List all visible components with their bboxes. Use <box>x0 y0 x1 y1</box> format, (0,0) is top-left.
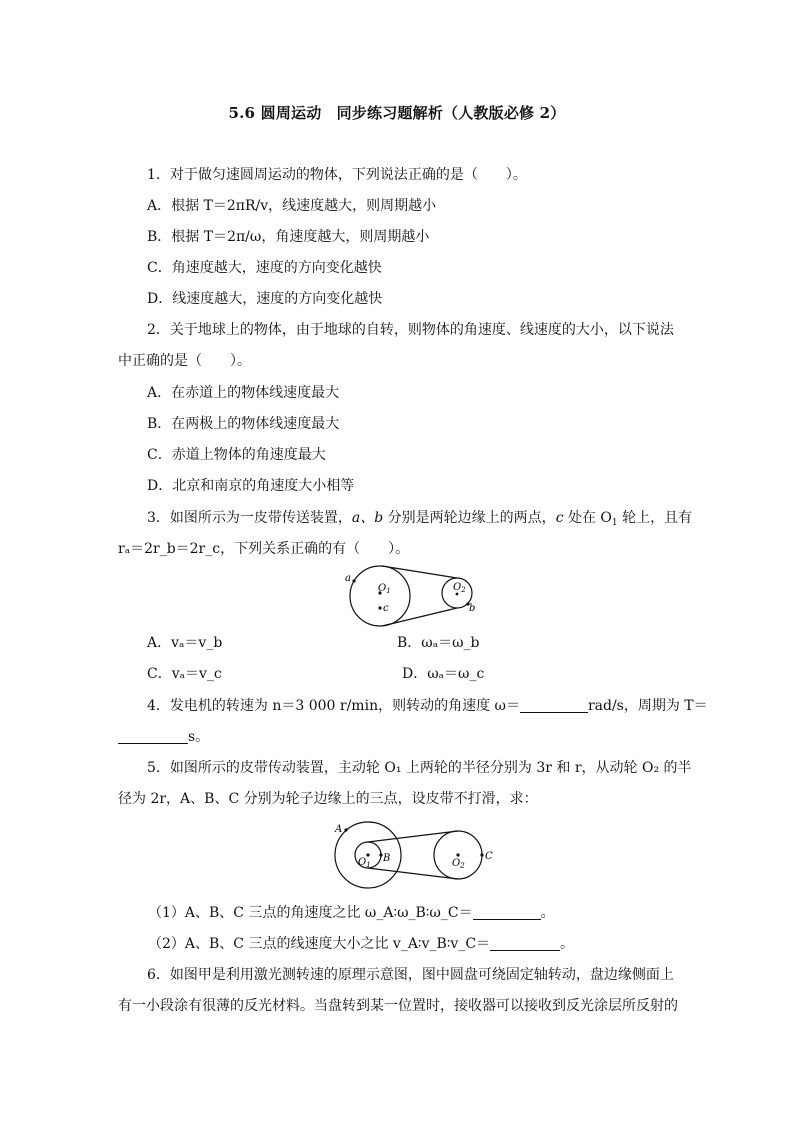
q3-belt-diagram <box>340 560 480 632</box>
q3-label-a: a <box>345 573 351 584</box>
q4-line1: 4．发电机的转速为 n＝3 000 r/min，则转动的角速度 ω＝ rad/s，周期为 T＝ <box>147 698 708 714</box>
q3-point-c-dot <box>378 606 381 609</box>
q5-sub2: （2）A、B、C 三点的线速度大小之比 v_A∶v_B∶v_C＝ 。 <box>148 936 575 952</box>
q3-option-d: D．ωₐ＝ω_c <box>402 666 485 682</box>
q4-period-blank <box>118 729 188 744</box>
q5-belt-top <box>368 831 458 842</box>
q2-stem-line2: 中正确的是（ ）。 <box>118 353 251 369</box>
q5-label-c: C <box>485 851 493 862</box>
q1-stem: 1．对于做匀速圆周运动的物体，下列说法正确的是（ ）。 <box>147 167 527 183</box>
q5-belt-diagram <box>330 818 500 892</box>
q1-option-a: A．根据 T＝2πR/v，线速度越大，则周期越小 <box>147 198 437 214</box>
q3-label-c: c <box>383 603 389 614</box>
q2-stem-line1: 2．关于地球上的物体，由于地球的自转，则物体的角速度、线速度的大小，以下说法 <box>147 322 674 338</box>
q5-point-a-dot <box>344 828 347 831</box>
q5-belt-bottom <box>368 868 458 879</box>
q5-center-o2 <box>456 853 459 856</box>
q2-option-a: A．在赤道上的物体线速度最大 <box>147 385 340 401</box>
q5-label-o1: $O_1$ <box>358 857 371 869</box>
q5-stem-line2: 径为 2r，A、B、C 分别为轮子边缘上的三点，设皮带不打滑，求： <box>118 791 538 807</box>
q1-option-b: B．根据 T＝2π/ω，角速度越大，则周期越小 <box>147 229 430 245</box>
q5-center-o1 <box>366 853 369 856</box>
q4-line2: s。 <box>118 728 209 746</box>
q3-center-o2 <box>456 593 459 596</box>
q1-option-c: C．角速度越大，速度的方向变化越快 <box>147 260 382 276</box>
q3-belt-top <box>382 566 457 578</box>
q5-sub1: （1）A、B、C 三点的角速度之比 ω_A∶ω_B∶ω_C＝ 。 <box>148 905 555 921</box>
q5-label-o2: $O_2$ <box>452 858 465 870</box>
q3-label-b: b <box>469 603 476 614</box>
q3-option-c: C．vₐ＝v_c <box>147 666 222 682</box>
q3-stem-line1: 3．如图所示为一皮带传送装置，a、b 分别是两轮边缘上的两点，c 处在 $O_1$ 轮上，且有 <box>147 510 693 528</box>
q5-point-c-dot <box>480 853 483 856</box>
q6-line2: 有一小段涂有很薄的反光材料。当盘转到某一位置时，接收器可以接收到反光涂层所反射的 <box>118 998 678 1014</box>
q3-large-pulley <box>350 566 410 626</box>
q5-stem-line1: 5．如图所示的皮带传动装置，主动轮 O₁ 上两轮的半径分别为 3r 和 r，从动轮 O₂ 的半 <box>147 760 692 776</box>
q5-linear-ratio-blank <box>490 936 560 951</box>
q3-point-a-dot <box>352 579 355 582</box>
q2-option-d: D．北京和南京的角速度大小相等 <box>147 478 355 494</box>
q3-stem-line2: rₐ＝2r_b＝2r_c，下列关系正确的有（ ）。 <box>118 541 410 557</box>
q2-option-c: C．赤道上物体的角速度最大 <box>147 447 326 463</box>
q5-angular-ratio-blank <box>473 905 541 920</box>
q3-belt-bottom <box>382 608 457 626</box>
q5-label-b: B <box>383 853 391 864</box>
page-title: 5.6 圆周运动 同步练习题解析（人教版必修 2） <box>228 104 566 122</box>
q5-label-a: A <box>335 824 343 835</box>
q4-angular-velocity-blank <box>520 698 588 713</box>
q3-label-o1: $O_1$ <box>378 583 391 595</box>
q3-option-a: A．vₐ＝v_b <box>147 635 223 651</box>
q6-line1: 6．如图甲是利用激光测转速的原理示意图，图中圆盘可绕固定轴转动，盘边缘侧面上 <box>147 967 674 983</box>
q2-option-b: B．在两极上的物体线速度最大 <box>147 416 340 432</box>
q3-option-b: B．ωₐ＝ω_b <box>397 635 480 651</box>
q3-label-o2: $O_2$ <box>453 582 466 594</box>
q1-option-d: D．线速度越大，速度的方向变化越快 <box>147 291 383 307</box>
